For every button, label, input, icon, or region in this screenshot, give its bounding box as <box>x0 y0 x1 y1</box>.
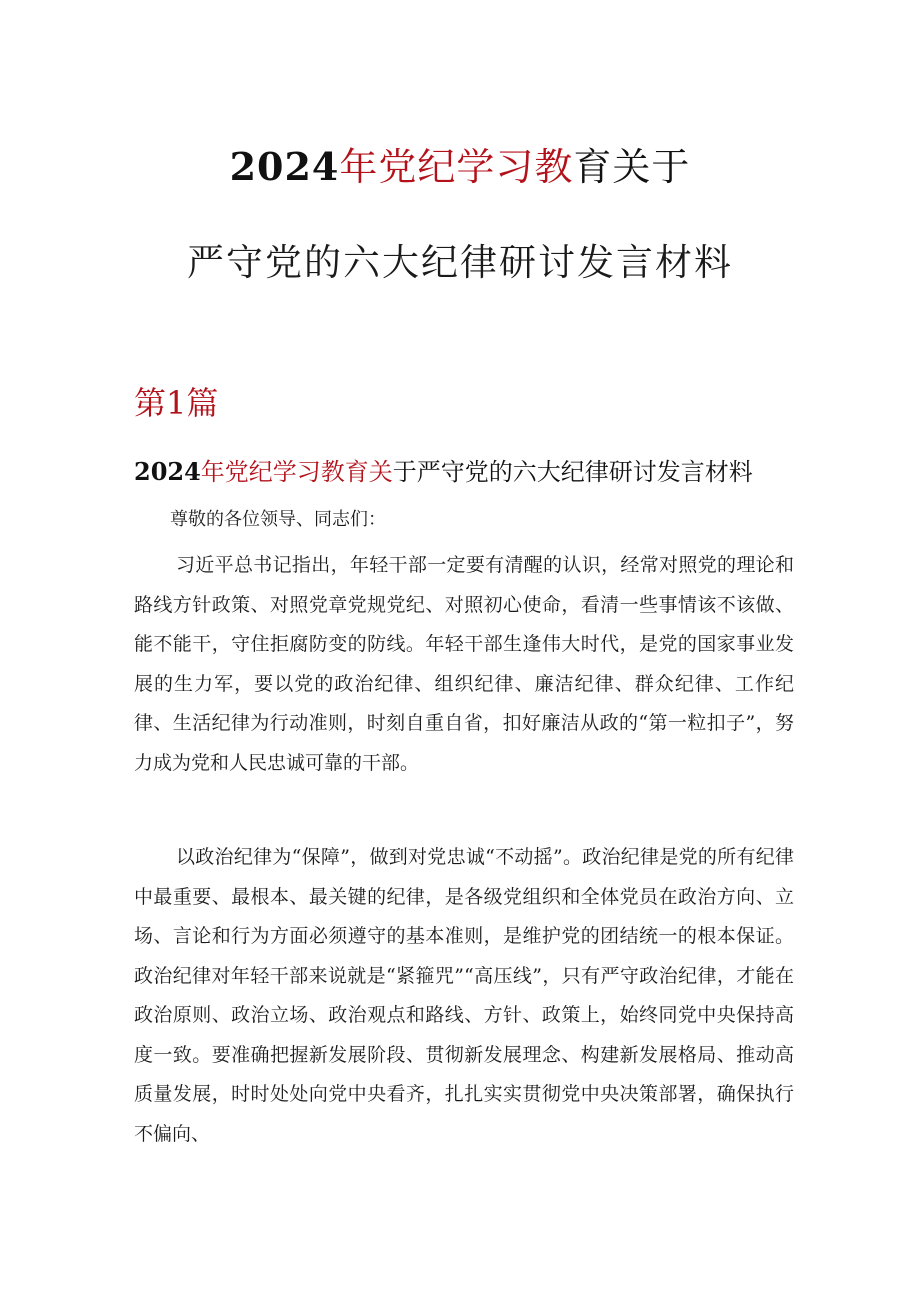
subtitle-dark-segment: 于严守党的六大纪律研讨发言材料 <box>392 458 753 486</box>
subtitle-red-segment: 年党纪学习教育关 <box>200 458 393 486</box>
title-dark-segment: 育关于 <box>573 145 691 189</box>
title-red-segment: 年党纪学习教 <box>339 145 574 189</box>
title-year: 2024 <box>229 144 340 189</box>
document-title-line-1 <box>0 136 920 191</box>
body-paragraph: 以政治纪律为“保障”，做到对党忠诚“不动摇”。政治纪律是党的所有纪律中最重要、最根本、最关键的纪律，是各级党组织和全体党员在政治方向、立场、言论和行为方面必须遵守的基本准则，是维护党的团结统一的根本保证。政治纪律对年轻干部来说就是“紧箍咒”“高压线”，只有严守政治纪律，才能在政治原则、政治立场、政治观点和路线、方针、政策上，始终同党中央保持高度一致。要准确把握新发展阶段、贯彻新发展理念、构建新发展格局、推动高质量发展，时时处处向党中央看齐，扎扎实实贯彻党中央决策部署，确保执行不偏向、 <box>134 846 794 1145</box>
body-paragraph: 习近平总书记指出，年轻干部一定要有清醒的认识，经常对照党的理论和路线方针政策、对照党章党规党纪、对照初心使命，看清一些事情该不该做、能不能干，守住拒腐防变的防线。年轻干部生逢伟大时代，是党的国家事业发展的生力军，要以党的政治纪律、组织纪律、廉洁纪律、群众纪律、工作纪律、生活纪律为行动准则，时刻自重自省，扣好廉洁从政的“第一粒扣子”，努力成为党和人民忠诚可靠的干部。 <box>134 554 794 774</box>
document-title-line-2: 严守党的六大纪律研讨发言材料 <box>187 241 733 284</box>
greeting: 尊敬的各位领导、同志们： <box>170 509 386 530</box>
subtitle-year: 2024 <box>134 457 201 486</box>
chapter-label: 第1篇 <box>134 384 219 422</box>
section-subtitle <box>134 452 753 487</box>
